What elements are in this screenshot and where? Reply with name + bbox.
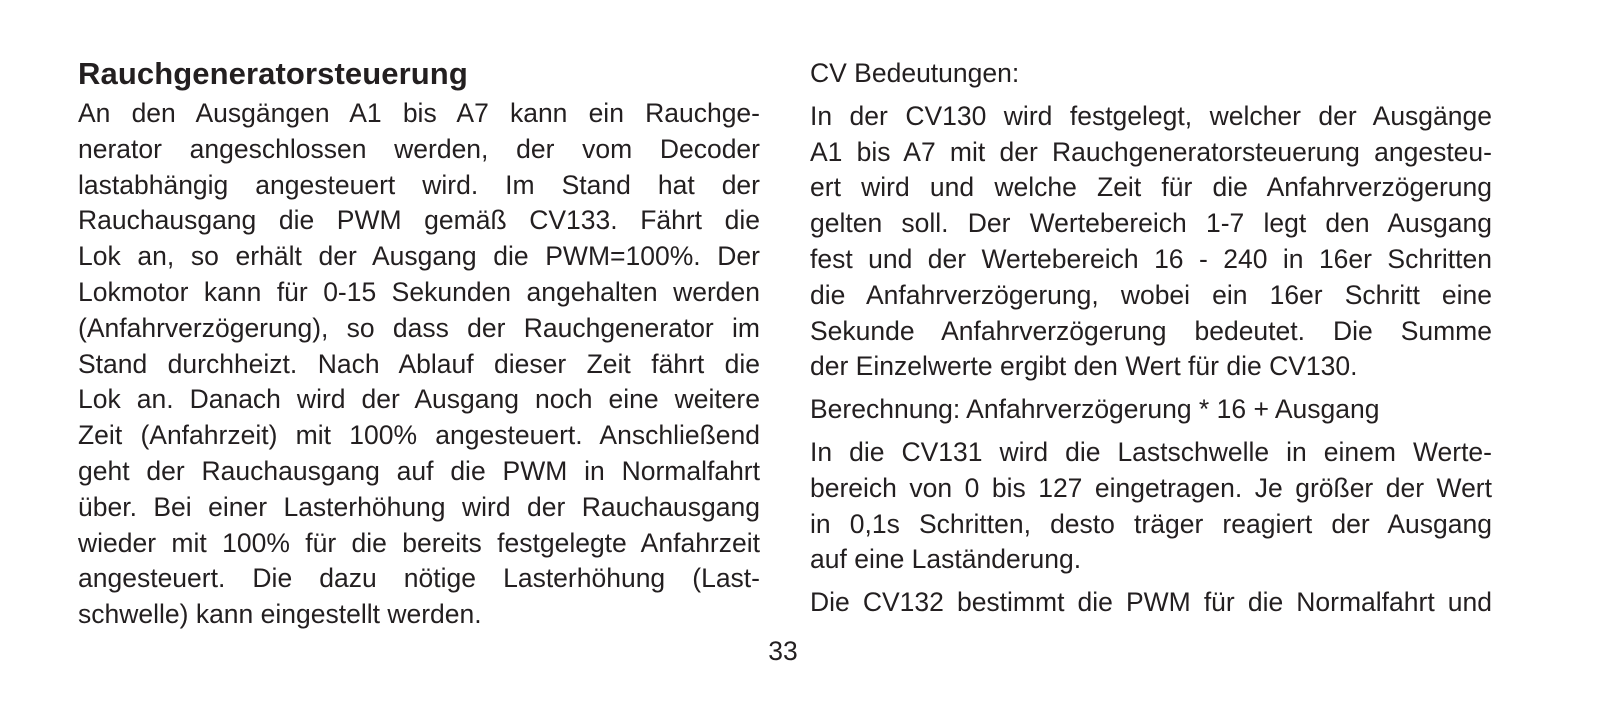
paragraph-line: über. Bei einer Lasterhöhung wird der Rauchausgang — [78, 491, 760, 522]
paragraph-line: Lok an. Danach wird der Ausgang noch eine weitere — [78, 384, 760, 415]
paragraph-line: wieder mit 100% für die bereits festgelegte Anfahrzeit — [78, 527, 760, 558]
paragraph-line: der Einzelwerte ergibt den Wert für die CV130. — [810, 351, 1358, 382]
cv-meanings-subheading: CV Bedeutungen: — [810, 58, 1020, 88]
paragraph-line: In die CV131 wird die Lastschwelle in einem Werte- — [810, 436, 1492, 467]
paragraph-line: schwelle) kann eingestellt werden. — [78, 599, 482, 630]
calculation-formula: Berechnung: Anfahrverzögerung * 16 + Ausgang — [810, 394, 1380, 425]
paragraph-line: bereich von 0 bis 127 eingetragen. Je größer der Wert — [810, 472, 1492, 503]
paragraph-line: In der CV130 wird festgelegt, welcher der Ausgänge — [810, 100, 1492, 131]
paragraph-line: Zeit (Anfahrzeit) mit 100% angesteuert. Anschließend — [78, 420, 760, 451]
paragraph-line: Stand durchheizt. Nach Ablauf dieser Zeit fährt die — [78, 348, 760, 379]
paragraph-line: angesteuert. Die dazu nötige Lasterhöhung (Last- — [78, 563, 760, 594]
paragraph-line: Lokmotor kann für 0-15 Sekunden angehalten werden — [78, 276, 760, 307]
right-column — [810, 56, 1492, 628]
paragraph-line: (Anfahrverzögerung), so dass der Rauchgenerator im — [78, 312, 760, 343]
paragraph-line: An den Ausgängen A1 bis A7 kann ein Rauchge- — [78, 98, 760, 128]
paragraph-line: die Anfahrverzögerung, wobei ein 16er Schritt eine — [810, 279, 1492, 310]
paragraph-line: in 0,1s Schritten, desto träger reagiert der Ausgang — [810, 508, 1492, 539]
paragraph-line: Lok an, so erhält der Ausgang die PWM=100%. Der — [78, 241, 760, 272]
paragraph-line: auf eine Laständerung. — [810, 544, 1082, 575]
paragraph-line: nerator angeschlossen werden, der vom Decoder — [78, 133, 760, 164]
cv130-paragraph — [810, 99, 1492, 385]
page-number: 33 — [768, 636, 798, 666]
smoke-generator-paragraph — [78, 96, 760, 633]
paragraph-line: ert wird und welche Zeit für die Anfahrverzögerung — [810, 172, 1492, 203]
paragraph-line: Sekunde Anfahrverzögerung bedeutet. Die Summe — [810, 315, 1492, 346]
paragraph-line: geht der Rauchausgang auf die PWM in Normalfahrt — [78, 455, 760, 486]
cv132-paragraph — [810, 585, 1492, 621]
left-column — [78, 56, 760, 633]
paragraph-line: gelten soll. Der Wertebereich 1-7 legt den Ausgang — [810, 208, 1492, 239]
cv131-paragraph — [810, 435, 1492, 578]
paragraph-line: Die CV132 bestimmt die PWM für die Normalfahrt und — [810, 587, 1492, 618]
paragraph-line: Rauchausgang die PWM gemäß CV133. Fährt die — [78, 205, 760, 236]
paragraph-line: fest und der Wertebereich 16 - 240 in 16er Schritten — [810, 243, 1492, 274]
section-heading: Rauchgeneratorsteuerung — [78, 56, 468, 91]
paragraph-line: lastabhängig angesteuert wird. Im Stand hat der — [78, 169, 760, 200]
paragraph-line: A1 bis A7 mit der Rauchgeneratorsteuerung angesteu- — [810, 136, 1492, 167]
